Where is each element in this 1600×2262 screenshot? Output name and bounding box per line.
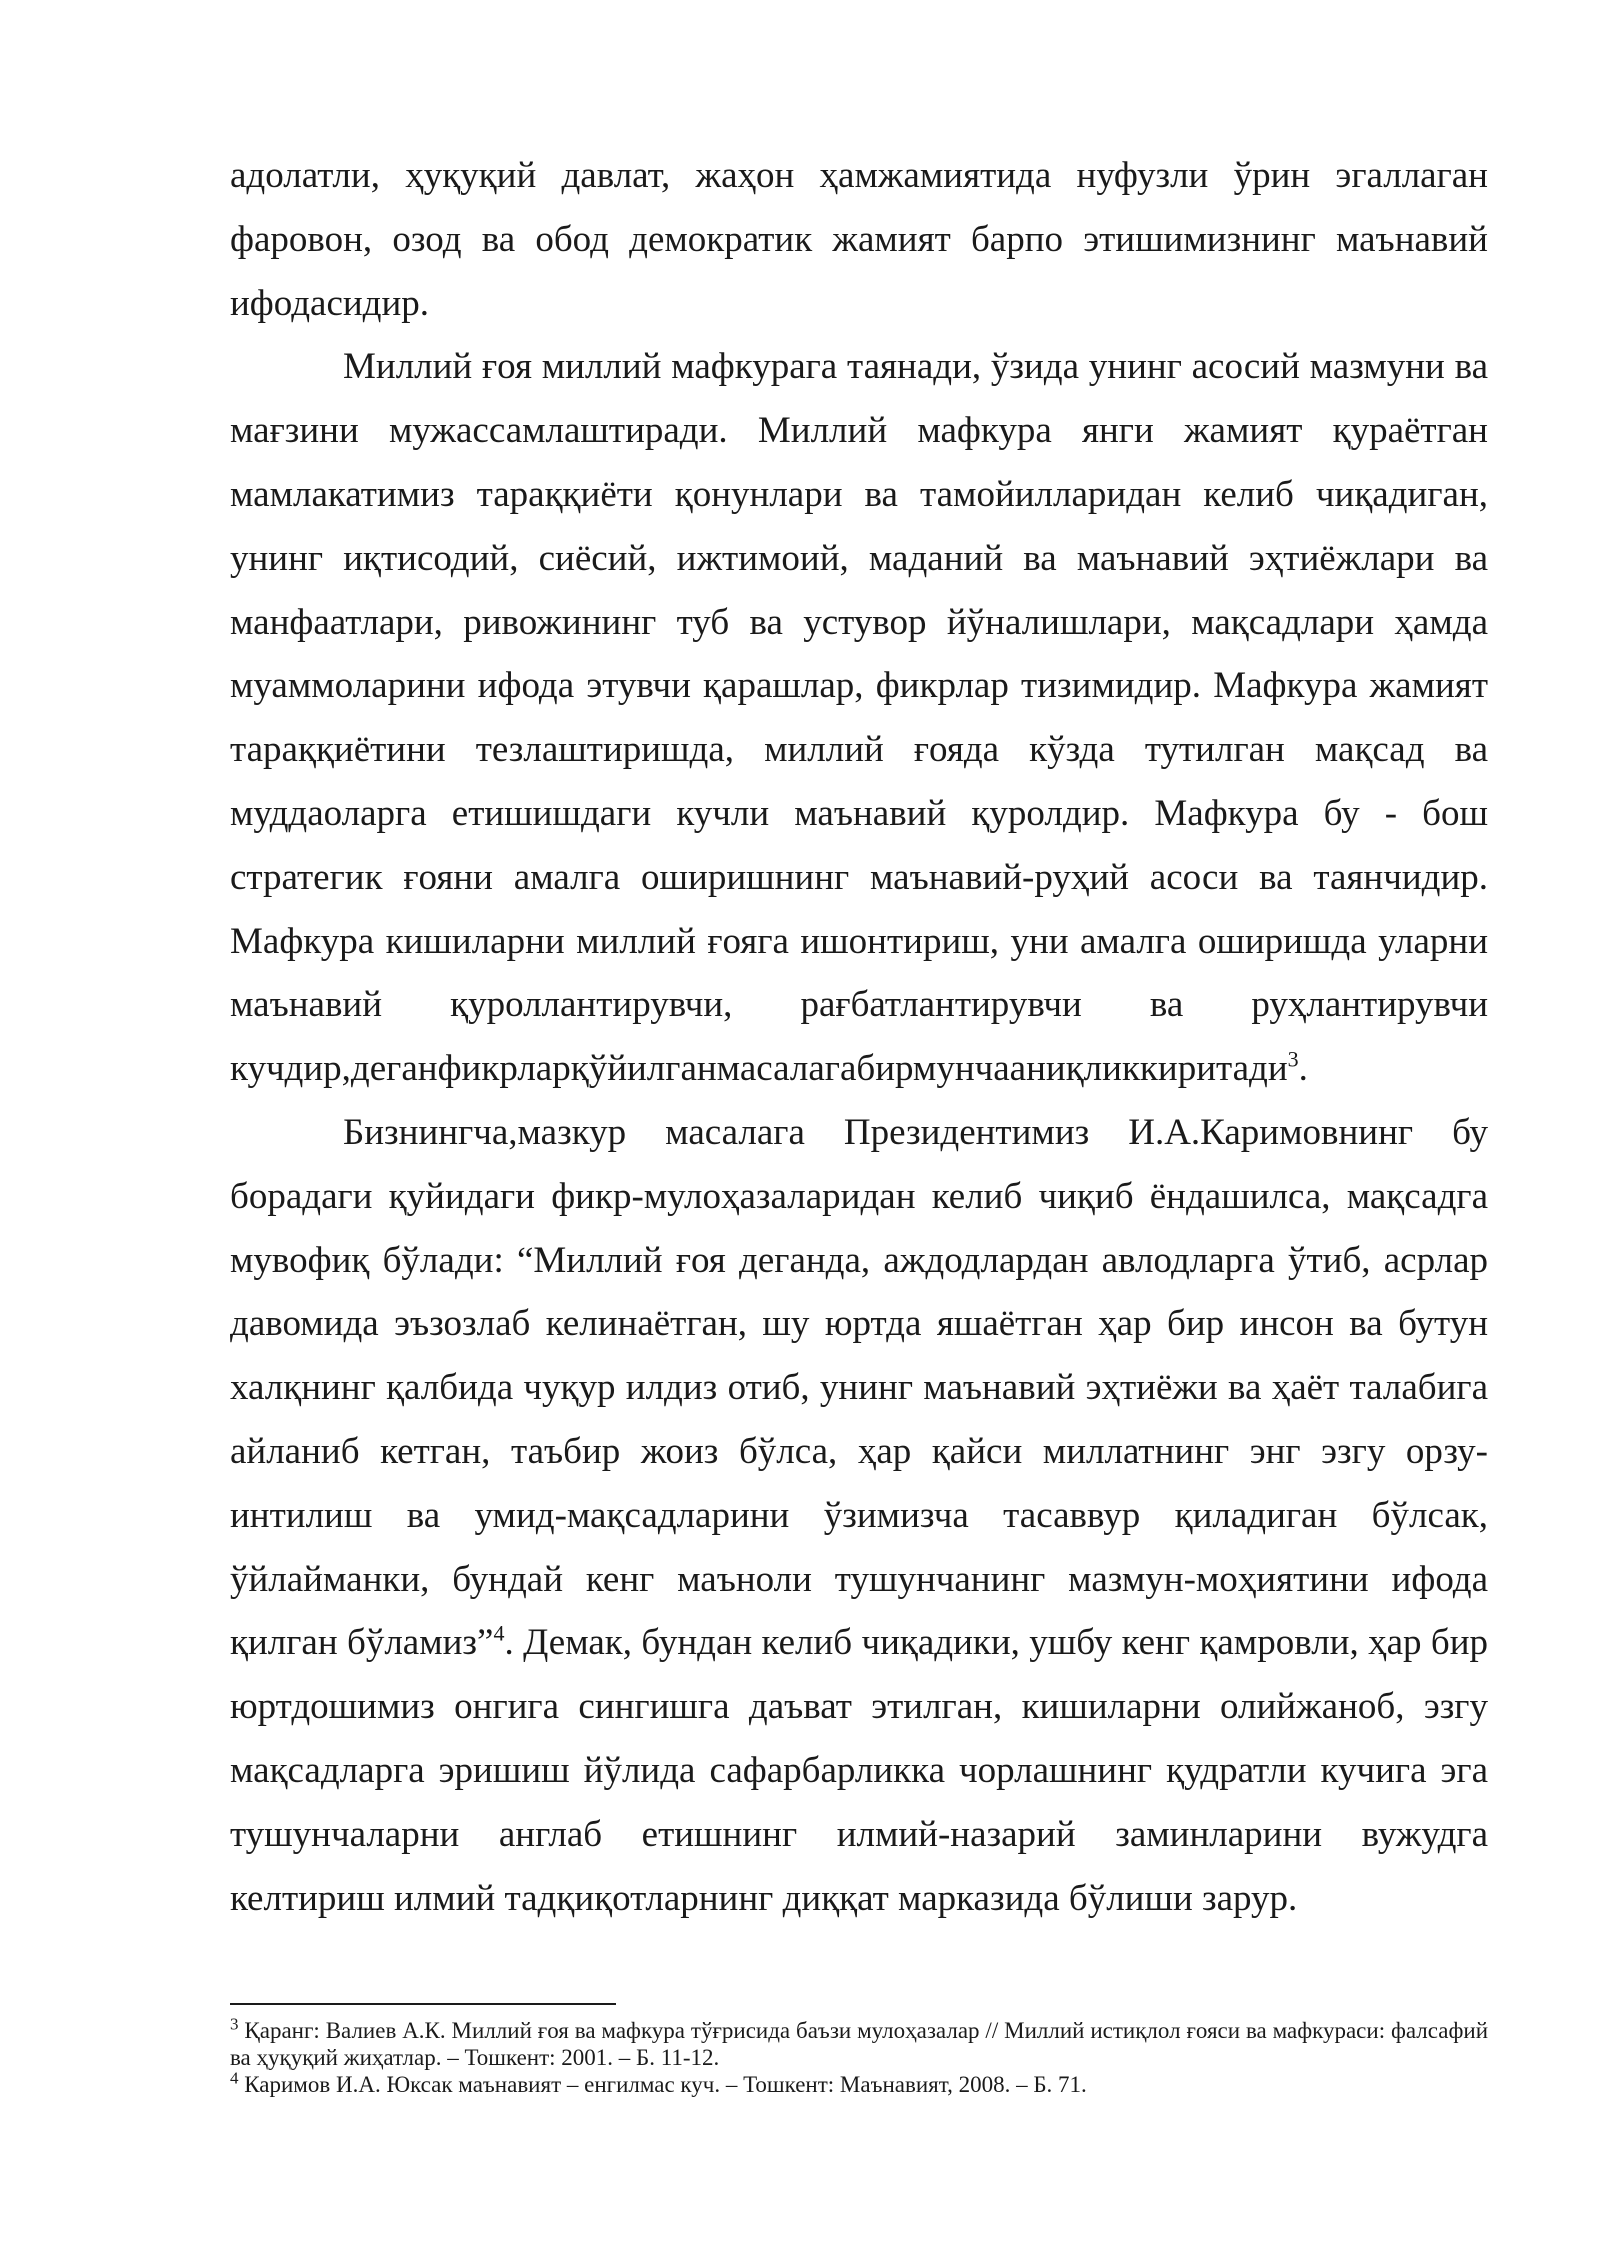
footnote-number: 4 bbox=[230, 2068, 239, 2088]
footnote-text: Қаранг: Валиев А.К. Миллий ғоя ва мафкура тўғрисида баъзи мулоҳазалар // Миллий истиқлол ғояси ва мафкураси: фалсафий ва ҳуқуқий жиҳатлар. – Тошкент: 2001. – Б. 11-12. bbox=[230, 2018, 1488, 2070]
document-body bbox=[230, 144, 1488, 1930]
footnotes bbox=[230, 2014, 1488, 2098]
paragraph-3-text-after: . Демак, бундан келиб чиқадики, ушбу кенг қамровли, ҳар бир юртдошимиз онгига сингишга даъват этилган, кишиларни олийжаноб, эзгу мақсадларга эришиш йўлида сафарбарликка чорлашнинг қудратли кучига эга тушунчаларни англаб етишнинг илмий-назарий заминларини вужудга келтириш илмий тадқиқотларнинг диққат марказида бўлиши зарур. bbox=[230, 1622, 1489, 1919]
paragraph-3-text-before: Бизнингча,мазкур масалага Президентимиз И.А.Каримовнинг бу борадаги қуйидаги фикр-мулоҳазаларидан келиб чиқиб ёндашилса, мақсадга мувофиқ бўлади: “Миллий ғоя деганда, аждодлардан авлодларга ўтиб, асрлар давомида эъзозлаб келинаётган, шу юртда яшаётган ҳар бир инсон ва бутун халқнинг қалбида чуқур илдиз отиб, унинг маънавий эҳтиёжи ва ҳаёт талабига айланиб кетган, таъбир жоиз бўлса, ҳар қайси миллатнинг энг эзгу орзу-интилиш ва умид-мақсадларини ўзимизча тасаввур қиладиган бўлсак, ўйлайманки, бундай кенг маъноли тушунчанинг мазмун-моҳиятини ифода қилган бўламиз” bbox=[230, 1111, 1488, 1664]
footnote-text: Каримов И.А. Юксак маънавият – енгилмас куч. – Тошкент: Маънавият, 2008. – Б. 71. bbox=[238, 2072, 1087, 2097]
paragraph-2-text: Миллий ғоя миллий мафкурага таянади, ўзида унинг асосий мазмуни ва мағзини мужассамлаштиради. Миллий мафкура янги жамият қураётган мамлакатимиз тараққиёти қонунлари ва тамойилларидан келиб чиқадиган, унинг иқтисодий, сиёсий, ижтимоий, маданий ва маънавий эҳтиёжлари ва манфаатлари, ривожининг туб ва устувор йўналишлари, мақсадлари ҳамда муаммоларини ифода этувчи қарашлар, фикрлар тизимидир. Мафкура жамият тараққиётини тезлаштиришда, миллий ғояда кўзда тутилган мақсад ва муддаоларга етишишдаги кучли маънавий қуролдир. Мафкура бу - бош стратегик ғояни амалга оширишнинг маънавий-руҳий асоси ва таянчидир. Мафкура кишиларни миллий ғояга ишонтириш, уни амалга оширишда уларни маънавий қуроллантирувчи, рағбатлантирувчи ва руҳлантирувчи кучдир,деганфикрларқўйилганмасалагабирмунчааниқликкиритади bbox=[230, 346, 1488, 1090]
paragraph-2: Миллий ғоя миллий мафкурага таянади, ўзида унинг асосий мазмуни ва мағзини мужассамлаштиради. Миллий мафкура янги жамият қураётган мамлакатимиз тараққиёти қонунлари ва тамойилларидан келиб чиқадиган, унинг иқтисодий, сиёсий, ижтимоий, маданий ва маънавий эҳтиёжлари ва манфаатлари, ривожининг туб ва устувор йўналишлари, мақсадлари ҳамда муаммоларини ифода этувчи қарашлар, фикрлар тизимидир. Мафкура жамият тараққиётини тезлаштиришда, миллий ғояда кўзда тутилган мақсад ва муддаоларга етишишдаги кучли маънавий қуролдир. Мафкура бу - бош стратегик ғояни амалга оширишнинг маънавий-руҳий асоси ва таянчидир. Мафкура кишиларни миллий ғояга ишонтириш, уни амалга оширишда уларни маънавий қуроллантирувчи, рағбатлантирувчи ва руҳлантирувчи кучдир,деганфикрларқўйилганмасалагабирмунчааниқликкиритади$^3$. bbox=[230, 346, 1488, 1090]
footnote-ref-3[interactable]: 3 bbox=[1287, 1046, 1299, 1072]
footnote-4 bbox=[230, 2068, 1488, 2098]
paragraph-1 bbox=[230, 144, 1488, 335]
footnote-3 bbox=[230, 2014, 1488, 2071]
paragraph-1-text: адолатли, ҳуқуқий давлат, жаҳон ҳамжамиятида нуфузли ўрин эгаллаган фаровон, озод ва обод демократик жамият барпо этишимизнинг маънавий ифодасидир. bbox=[230, 155, 1488, 324]
footnote-ref-4[interactable]: 4 bbox=[493, 1621, 505, 1646]
footnote-number: 3 bbox=[230, 2014, 239, 2034]
paragraph-3 bbox=[230, 1101, 1488, 1930]
footnote-separator bbox=[230, 2003, 616, 2005]
